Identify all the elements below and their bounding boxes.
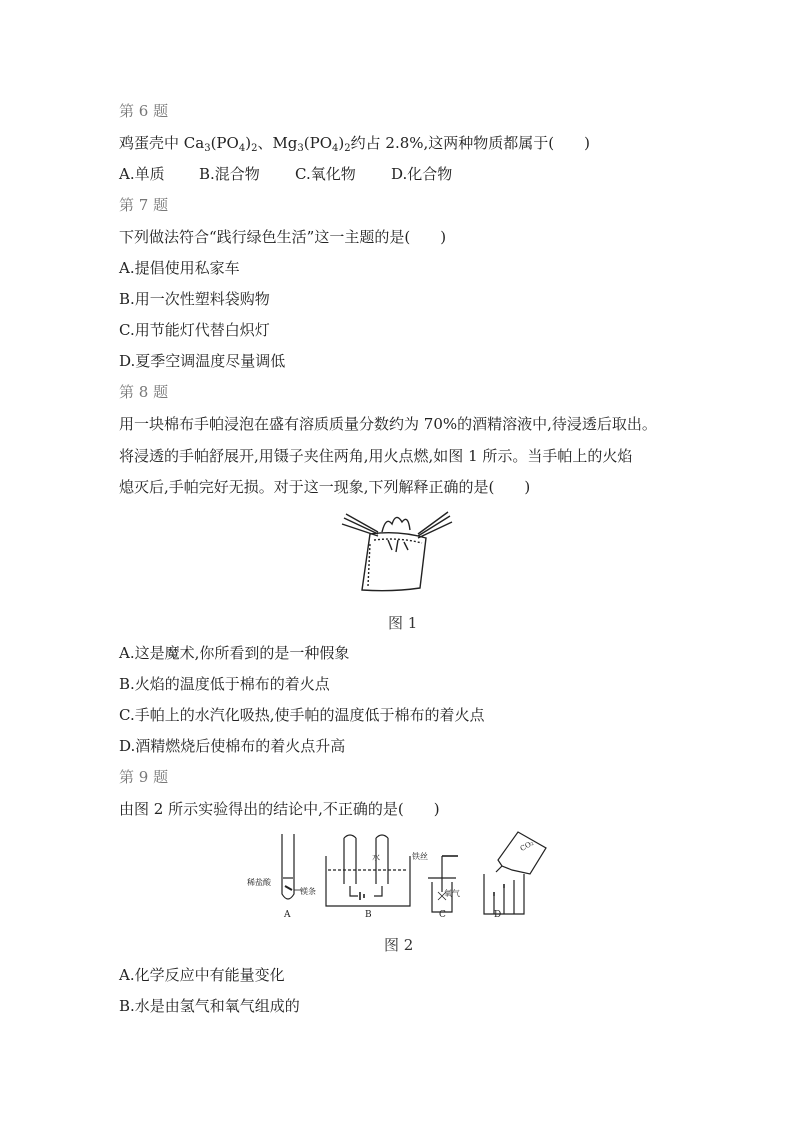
q8-stem-line-1: 用一块棉布手帕浸泡在盛有溶质质量分数约为 70%的酒精溶液中,待浸透后取出。 (119, 415, 657, 433)
q6-option-c: C.氧化物 (295, 165, 356, 183)
q6-stem: 鸡蛋壳中 $Ca_3(PO_4)_2$、$Mg_3(PO_4)_2$约占 2.8%,这两种物质都属于( ) (119, 134, 590, 154)
figure-1-caption: 图 1 (388, 614, 418, 632)
fig2-label-mg: 镁条 (300, 887, 316, 896)
q6-option-d: D.化合物 (391, 165, 453, 183)
fig2-label-acid: 稀盐酸 (247, 878, 271, 887)
q6-option-b: B.混合物 (199, 165, 260, 183)
q8-stem-line-2: 将浸透的手帕舒展开,用镊子夹住两角,用火点燃,如图 1 所示。当手帕上的火焰 (119, 447, 633, 465)
q8-option-d: D.酒精燃烧后使棉布的着火点升高 (119, 737, 346, 755)
q8-option-a: A.这是魔术,你所看到的是一种假象 (119, 644, 350, 662)
q7-option-b: B.用一次性塑料袋购物 (119, 290, 270, 308)
q8-option-c: C.手帕上的水汽化吸热,使手帕的温度低于棉布的着火点 (119, 706, 485, 724)
fig2-label-wire: 铁丝 (412, 852, 428, 861)
q7-option-a: A.提倡使用私家车 (119, 259, 240, 277)
q9-header: 第 9 题 (119, 768, 169, 786)
q7-header: 第 7 题 (119, 196, 169, 214)
q7-option-c: C.用节能灯代替白炽灯 (119, 321, 270, 339)
q6-option-a: A.单质 (119, 165, 165, 183)
fig2-label-co2: CO₂ (518, 839, 535, 853)
fig2-label-water: 水 (372, 853, 380, 862)
q7-option-d: D.夏季空调温度尽量调低 (119, 352, 286, 370)
fig2-label-c: C (439, 910, 446, 920)
q6-options (119, 164, 452, 184)
fig2-label-a: A (284, 910, 291, 920)
q8-option-b: B.火焰的温度低于棉布的着火点 (119, 675, 330, 693)
q9-option-a: A.化学反应中有能量变化 (119, 966, 285, 984)
q8-stem-line-3: 熄灭后,手帕完好无损。对于这一现象,下列解释正确的是( ) (119, 478, 531, 496)
q8-header: 第 8 题 (119, 383, 169, 401)
fig2-label-d: D (494, 910, 502, 920)
figure-2-caption: 图 2 (384, 936, 414, 954)
fig2-label-oxygen: 氧气 (444, 889, 460, 898)
q9-stem: 由图 2 所示实验得出的结论中,不正确的是( ) (119, 800, 440, 818)
q7-stem: 下列做法符合“践行绿色生活”这一主题的是( ) (119, 228, 447, 246)
figure-1-handkerchief (338, 510, 458, 600)
q6-header: 第 6 题 (119, 102, 169, 120)
q9-option-b: B.水是由氢气和氧气组成的 (119, 997, 300, 1015)
fig2-label-b: B (365, 910, 372, 920)
